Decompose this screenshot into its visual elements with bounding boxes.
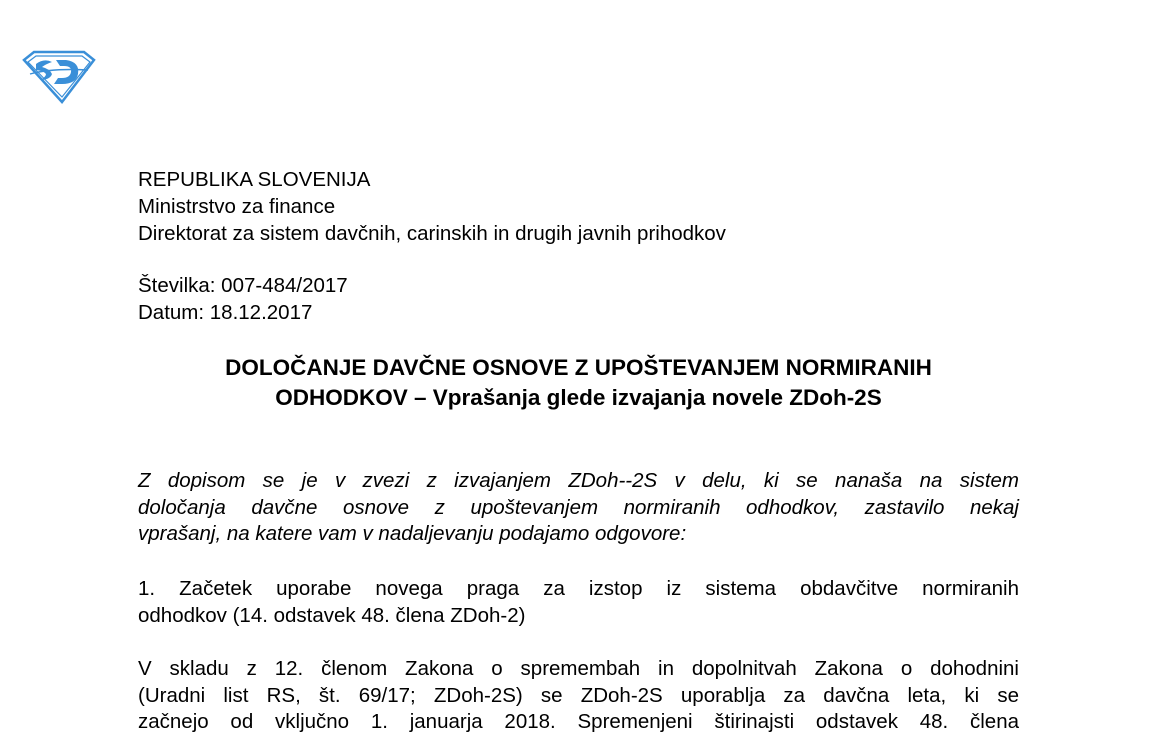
intro-paragraph [138, 468, 1019, 548]
intro-line-2: določanja davčne osnove z upoštevanjem normiranih odhodkov, zastavilo nekaj [138, 495, 1019, 519]
section-1-heading [138, 576, 1019, 629]
intro-line-3: vprašanj, na katere vam v nadaljevanju podajamo odgovore: [138, 522, 687, 545]
issuer-country: REPUBLIKA SLOVENIJA [138, 168, 371, 191]
sd-logo-icon [22, 50, 96, 104]
document-date: Datum: 18.12.2017 [138, 301, 313, 324]
section-1-line-2: odhodkov (14. odstavek 48. člena ZDoh-2) [138, 603, 526, 627]
body-line-3: začnejo od vključno 1. januarja 2018. Spremenjeni štirinajsti odstavek 48. člena [138, 710, 1019, 733]
title-line-1: DOLOČANJE DAVČNE OSNOVE Z UPOŠTEVANJEM NORMIRANIH [225, 355, 932, 380]
document-title [138, 353, 1019, 413]
document-meta [138, 272, 348, 326]
section-1-line-1: 1. Začetek uporabe novega praga za izstop iz sistema obdavčitve normiranih [138, 577, 1019, 600]
body-line-2: (Uradni list RS, št. 69/17; ZDoh-2S) se ZDoh-2S uporablja za davčna leta, ki se [138, 683, 1019, 707]
intro-line-1: Z dopisom se je v zvezi z izvajanjem ZDoh--2S v delu, ki se nanaša na sistem [138, 469, 1019, 492]
issuer-ministry: Ministrstvo za finance [138, 195, 336, 218]
title-line-2: ODHODKOV – Vprašanja glede izvajanja novele ZDoh-2S [275, 385, 882, 410]
document-number: Številka: 007-484/2017 [138, 274, 348, 297]
issuer-header [138, 166, 726, 247]
body-line-1: V skladu z 12. členom Zakona o spremembah in dopolnitvah Zakona o dohodnini [138, 657, 1019, 680]
section-1-body [138, 656, 1019, 736]
issuer-directorate: Direktorat za sistem davčnih, carinskih in drugih javnih prihodkov [138, 222, 726, 245]
